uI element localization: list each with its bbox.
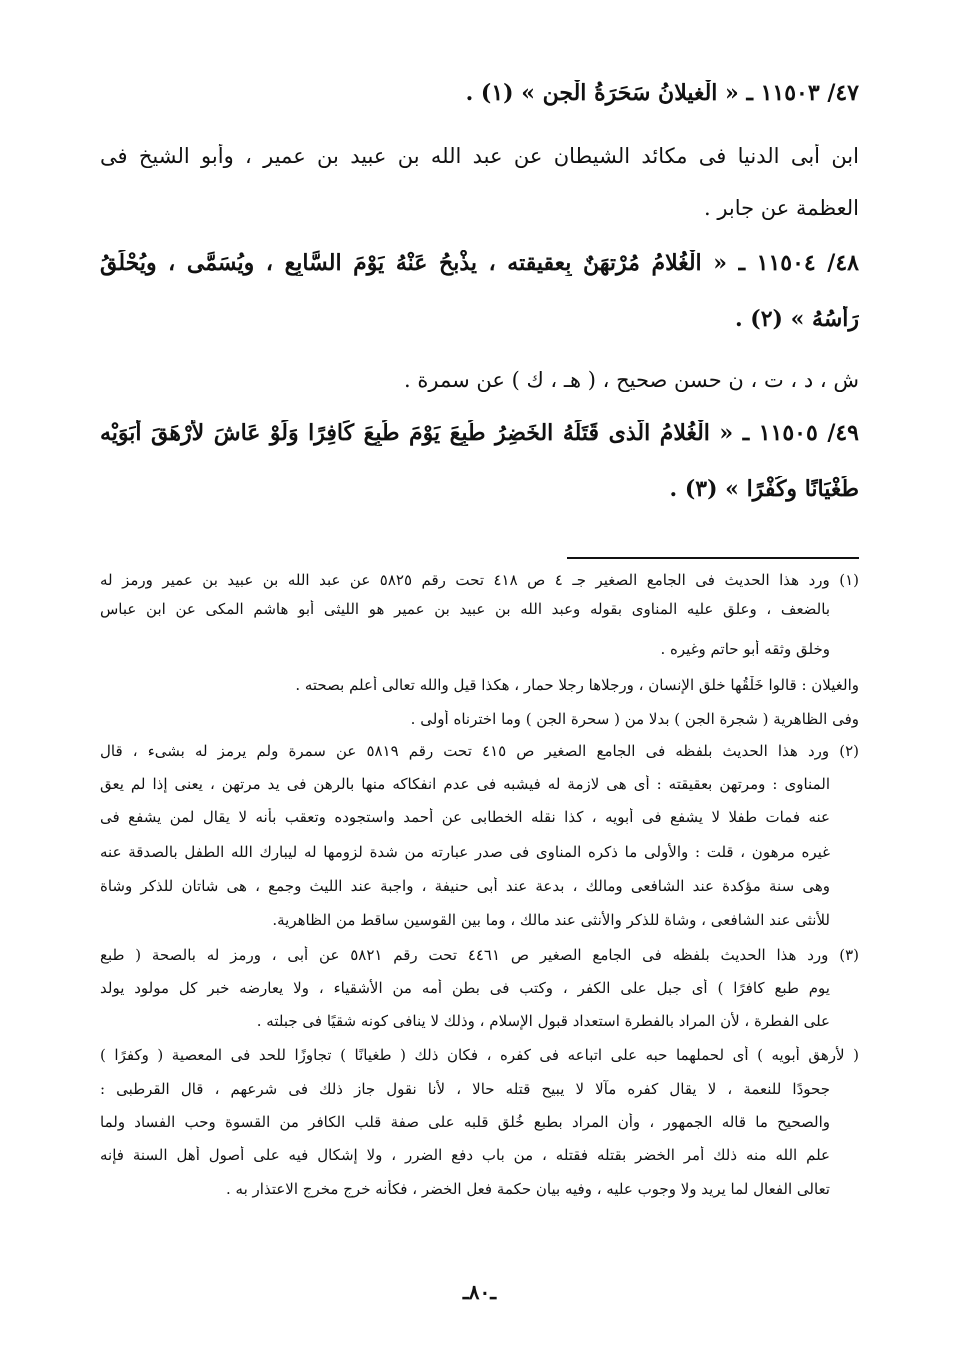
footnote-line: والصحيح ما قاله الجمهور ، وأن المراد بطبع خُلق قلبه على صفة قلب الكافر من القسوة وحب الفساد ولما — [100, 1113, 830, 1131]
footnote-line: والغيلان : قالوا خَلْقُها خلق الإنسان ، ورجلاها رجلا حمار ، هكذا قيل والله تعالى أعلم بصحته . — [295, 676, 859, 694]
footnote-line: ( لأرهق أبويه ) أى لحملهما حبه على اتباعه فى كفره ، فكان ذلك ( طغيانًا ) تجاوزًا للحد فى المعصية ( وكفرًا ) — [100, 1046, 859, 1064]
hadith-47-line-1: ٤٧/ ١١٥٠٣ ـ « الْغيلانُ سَحَرَةُ الْجن » (١) . — [465, 80, 859, 106]
hadith-47-source-line-1: ابن أبى الدنيا فى مكائد الشيطان عن عبد الله بن عبيد بن عمير ، وأبو الشيخ فى — [100, 144, 859, 168]
footnote-line: وفى الظاهرية ( شجرة الجن ) بدلا من ( سحرة الجن ) وما اخترناه أولى . — [410, 710, 859, 728]
hadith-48-source-line-1: ش ، د ، ت ، ن حسن صحيح ، ( هـ ، ك ) عن سمرة . — [404, 368, 859, 392]
hadith-49-line-1: ٤٩/ ١١٥٠٥ ـ « الْغُلامُ الَّذى قَتَلَهُ الخَضِرُ طُبِعَ يَوْمَ طُبِعَ كَافِرًا وَلَوْ عَاشَ لأَرْهَقَ أَبَوَيْه — [100, 420, 859, 446]
footnote-line: جحودًا للنعمة ، لا يقال كفره مآلا لا يبيح قتله حالا ، لأنا نقول جاز ذلك فى شرعهم ، قال القرطبى : — [100, 1080, 830, 1098]
footnote-line: (١) ورد هذا الحديث فى الجامع الصغير جـ ٤ ص ٤١٨ تحت رقم ٥٨٢٥ عن عبد الله بن عبيد بن عمير ورمز له — [100, 571, 859, 589]
hadith-48-line-1: ٤٨/ ١١٥٠٤ ـ « الْغُلامُ مُرْتهَنٌ بِعقيقته ، يذْبحُ عَنْهُ يَوْمَ السَّابِعِ ، ويُسَمَّى ، ويُحْلَقُ — [100, 250, 859, 276]
hadith-49-line-2: طُغْيَانًا وكُفْرًا » (٣) . — [669, 476, 859, 502]
footnote-line: عنه فمات طفلا لا يشفع فى أبويه ، كذا نقله الخطابى عن أحمد واستجوده وتعقب بأنه لا يقال لمن يشفع فى — [100, 808, 830, 826]
page-number: ـ٨٠ـ — [462, 1280, 497, 1304]
footnote-line: (٢) ورد هذا الحديث بلفظه فى الجامع الصغير ص ٤١٥ تحت رقم ٥٨١٩ عن سمرة ولم يرمز له بشىء ، قال — [100, 742, 859, 760]
footnote-line: للأنثى عند الشافعى ، وشاة للذكر والأنثى عند مالك ، وما بين القوسين ساقط من الظاهرية. — [272, 911, 830, 929]
footnote-line: غيره مرهون ، قلت : والأولى ما ذكره المناوى فى صدر عبارته من شدة لزومها له ليبارك الله الطفل بالصدقة عنه — [100, 843, 830, 861]
hadith-48-line-2: رَأْسُهُ » (٢) . — [734, 306, 859, 332]
footnote-line: تعالى الفعال لما يريد ولا وجوب عليه ، وفيه بيان حكمة فعل الخضر ، فكأنه خرج مخرج الاعتذار به . — [226, 1180, 830, 1198]
footnote-line: وهى سنة مؤكدة عند الشافعى ومالك ، بدعة عند أبى حنيفة ، واجبة عند الليث وجمع ، هى شاتان للذكر وشاة — [100, 877, 830, 895]
footnote-line: (٣) ورد هذا الحديث بلفظه فى الجامع الصغير ص ٤٤٦١ تحت رقم ٥٨٢١ عن أبى ، ورمز له بالصحة ( طبع — [100, 946, 859, 964]
footnote-line: علم الله منه ذلك أمر الخضر بقتله فقتله ، من باب دفع الضرر ، ولا إشكال فيه على أصول أهل السنة فإنه — [100, 1146, 830, 1164]
footnote-line: بالضعف ، وعلق عليه المناوى بقوله وعبد الله بن عبيد بن عمير هو الليثى أبو هاشم المكى عن ابن عباس — [100, 600, 830, 618]
footnote-line: وخلق وثقه أبو حاتم وغيره . — [660, 640, 830, 658]
footnote-line: المناوى : ومرتهن بعقيقته : أى هى لازمة له فيشبه فى عدم انفكاكه منها بالرهن فى يد مرتهن ، يعنى إذا لم يعق — [100, 775, 830, 793]
footnote-separator — [567, 557, 859, 559]
hadith-47-source-line-2: العظمة عن جابر . — [703, 196, 859, 220]
footnote-line: على الفطرة ، لأن المراد بالفطرة استعداد قبول الإسلام ، وذلك لا ينافى كونه شقيًا فى جبلته . — [256, 1012, 830, 1030]
footnote-line: يوم طبع كافرًا ) أى جبل على الكفر ، وكتب فى بطن أمه من الأشقياء ، ولا يعارضه خبر كل مولود يولد — [100, 979, 830, 997]
